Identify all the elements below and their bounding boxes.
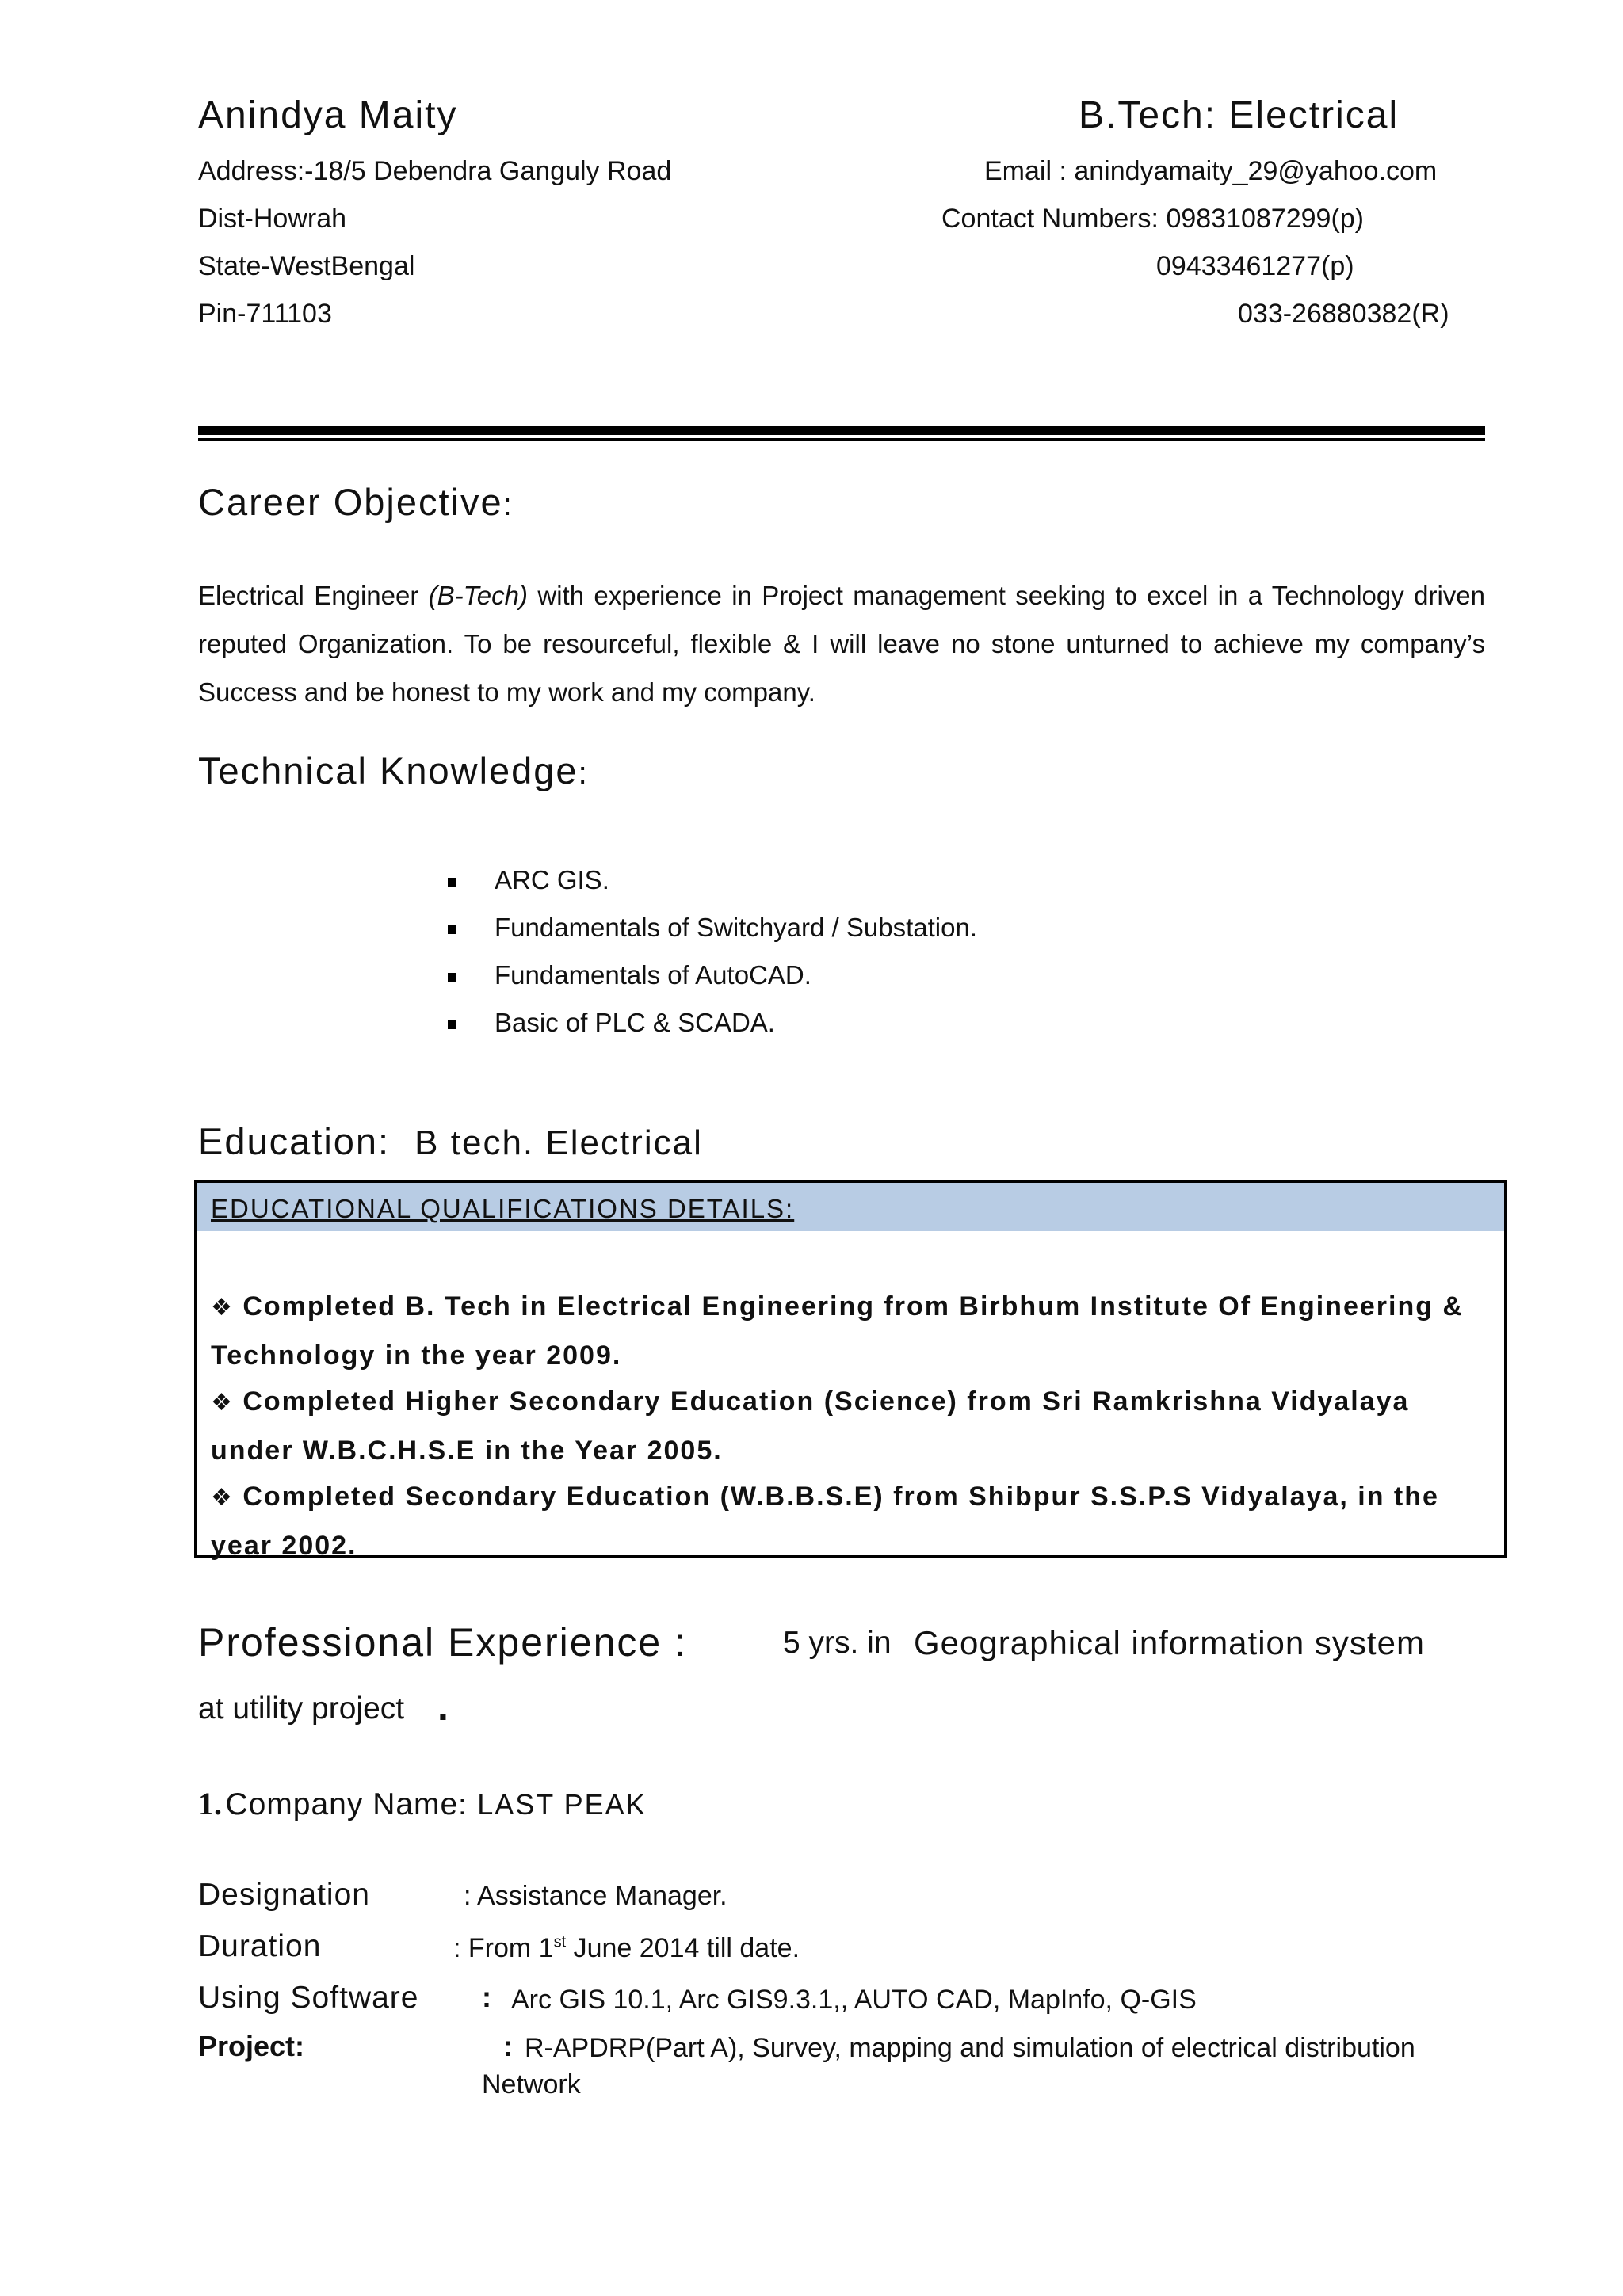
district-line: Dist-Howrah xyxy=(198,204,347,234)
software-value: Arc GIS 10.1, Arc GIS9.3.1,, AUTO CAD, MapInfo, Q-GIS xyxy=(511,1985,1197,2015)
experience-line2: at utility project xyxy=(198,1691,405,1726)
pin-line: Pin-711103 xyxy=(198,299,332,329)
phone-3: 033-26880382(R) xyxy=(1238,299,1449,329)
diamond-bullet-icon: ❖ xyxy=(211,1295,234,1321)
contact-numbers: Contact Numbers: 09831087299(p) xyxy=(941,204,1364,234)
tech-item: Fundamentals of Switchyard / Substation. xyxy=(495,913,977,942)
project-value: R-APDRP(Part A), Survey, mapping and simulation of electrical distribution xyxy=(525,2033,1415,2063)
state-line: State-WestBengal xyxy=(198,251,415,281)
experience-years: 5 yrs. in xyxy=(783,1626,892,1660)
phone-2: 09433461277(p) xyxy=(1156,251,1354,281)
education-item: ❖ Completed Higher Secondary Education (Science) from Sri Ramkrishna Vidyalaya under W.B.C.H.S.E in the Year 2005. xyxy=(211,1386,1410,1466)
header-divider-thin xyxy=(198,438,1485,441)
project-value-line2: Network xyxy=(482,2069,581,2100)
experience-dot: . xyxy=(437,1684,449,1729)
experience-field: Geographical information system xyxy=(914,1624,1425,1661)
candidate-name: Anindya Maity xyxy=(198,94,458,136)
tech-item: ARC GIS. xyxy=(495,865,609,894)
bullet-icon xyxy=(448,878,456,887)
header-divider-thick xyxy=(198,426,1485,435)
education-heading: Education: B tech. Electrical xyxy=(198,1120,703,1162)
career-objective-heading: Career Objective: xyxy=(198,481,514,523)
education-box-heading: EDUCATIONAL QUALIFICATIONS DETAILS: xyxy=(211,1194,795,1223)
bullet-icon xyxy=(448,925,456,934)
education-item: ❖ Completed Secondary Education (W.B.B.S.E) from Shibpur S.S.P.S Vidyalaya, in the year 2002. xyxy=(211,1482,1439,1561)
tech-item: Basic of PLC & SCADA. xyxy=(495,1008,775,1037)
career-objective-text: Electrical Engineer (B-Tech) with experience in Project management seeking to excel in a Technology driven reputed Organization. To be resourceful, flexible & I will leave no stone unturned to achieve my company’s Success and be honest to my work and my company. xyxy=(198,581,1485,707)
address-line: Address:-18/5 Debendra Ganguly Road xyxy=(198,156,672,186)
duration-value: : From 1st June 2014 till date. xyxy=(453,1933,800,1963)
experience-heading: Professional Experience : xyxy=(198,1620,687,1665)
designation-value: : Assistance Manager. xyxy=(464,1881,727,1911)
diamond-bullet-icon: ❖ xyxy=(211,1390,234,1416)
bullet-icon xyxy=(448,973,456,982)
technical-knowledge-heading: Technical Knowledge: xyxy=(198,749,589,791)
bullet-icon xyxy=(448,1020,456,1029)
company-line: 1. Company Name: LAST PEAK xyxy=(198,1786,647,1821)
software-colon: : xyxy=(482,1981,491,2013)
education-item: ❖ Completed B. Tech in Electrical Engineering from Birbhum Institute Of Engineering & Technology in the year 2009. xyxy=(211,1291,1464,1371)
project-colon: : xyxy=(503,2030,513,2062)
duration-label: Duration xyxy=(198,1929,322,1963)
degree-title: B.Tech: Electrical xyxy=(1079,94,1400,136)
education-box-header xyxy=(197,1183,1504,1231)
email-line: Email : anindyamaity_29@yahoo.com xyxy=(984,156,1438,186)
project-label: Project: xyxy=(198,2030,305,2062)
software-label: Using Software xyxy=(198,1981,419,2015)
education-box xyxy=(194,1180,1507,1561)
designation-label: Designation xyxy=(198,1878,370,1912)
diamond-bullet-icon: ❖ xyxy=(211,1485,234,1511)
tech-item: Fundamentals of AutoCAD. xyxy=(495,960,812,990)
